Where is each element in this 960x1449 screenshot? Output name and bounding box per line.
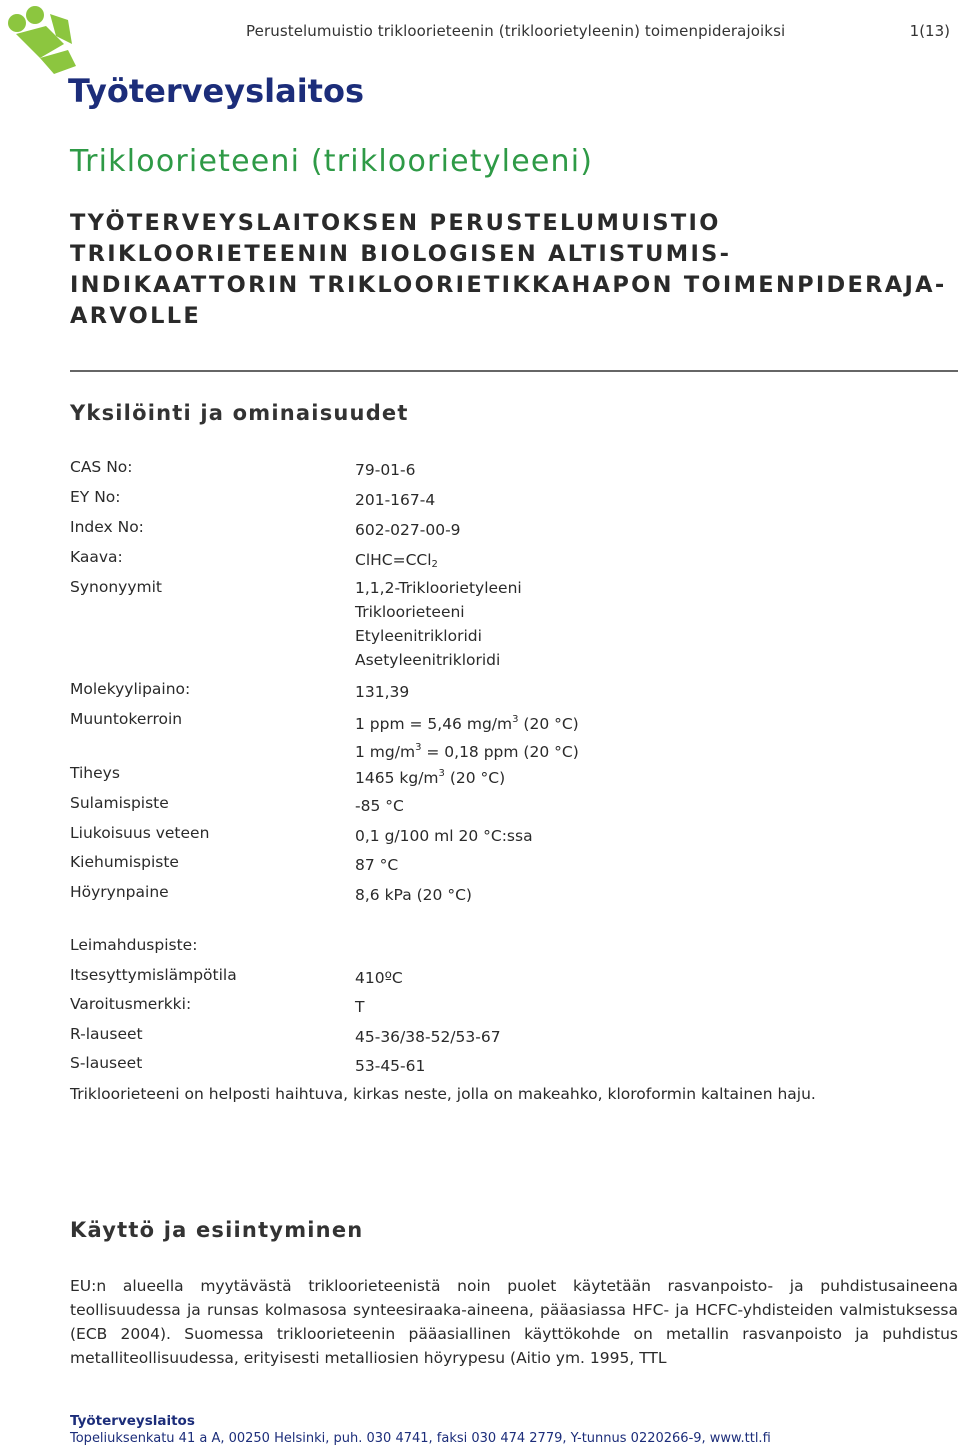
synonyms-list <box>355 576 522 672</box>
substance-description: Trikloorieteeni on helposti haihtuva, kirkas neste, jolla on makeahko, kloroformin kaltainen haju. <box>70 1085 816 1103</box>
cas-value: 79-01-6 <box>355 461 416 479</box>
autoignition-label: Itsesyttymislämpötila <box>70 966 237 984</box>
index-label: Index No: <box>70 518 144 536</box>
footer-organization: Työterveyslaitos <box>70 1413 195 1429</box>
synonym-item: Asetyleenitrikloridi <box>355 651 501 669</box>
synonym-item: Trikloorieteeni <box>355 603 465 621</box>
r-phrases-label: R-lauseet <box>70 1025 143 1043</box>
formula-label: Kaava: <box>70 548 123 566</box>
section-heading-identification: Yksilöinti ja ominaisuudet <box>70 401 409 425</box>
warning-value: T <box>355 998 365 1016</box>
title-divider <box>70 370 958 372</box>
synonyms-label: Synonyymit <box>70 578 162 596</box>
s-phrases-value: 53-45-61 <box>355 1057 426 1075</box>
solubility-label: Liukoisuus veteen <box>70 824 210 842</box>
density-value: 1465 $kg/m^3$ (20 °C) <box>355 768 506 787</box>
document-title: Trikloorieteeni (trikloorietyleeni) <box>70 144 594 179</box>
s-phrases-label: S-lauseet <box>70 1054 143 1072</box>
mw-value: 131,39 <box>355 683 410 701</box>
synonym-item: Etyleenitrikloridi <box>355 627 482 645</box>
ey-label: EY No: <box>70 488 121 506</box>
page-number: 1(13) <box>909 22 950 40</box>
ey-value: 201-167-4 <box>355 491 436 509</box>
conversion-label: Muuntokerroin <box>70 710 183 728</box>
boiling-point-label: Kiehumispiste <box>70 853 179 871</box>
density-label: Tiheys <box>70 764 120 782</box>
autoignition-value: 410ºC <box>355 969 403 987</box>
r-phrases-value: 45-36/38-52/53-67 <box>355 1028 501 1046</box>
melting-point-label: Sulamispiste <box>70 794 169 812</box>
vapour-pressure-label: Höyrynpaine <box>70 883 169 901</box>
ttl-logo <box>6 4 364 114</box>
conversion-values <box>355 708 579 764</box>
melting-point-value: -85 °C <box>355 797 404 815</box>
ttl-logo-icon <box>6 4 364 114</box>
formula-value: ClHC=CCl$_2$ <box>355 551 438 570</box>
vapour-pressure-value: 8,6 kPa (20 °C) <box>355 886 472 904</box>
solubility-value: 0,1 g/100 ml 20 °C:ssa <box>355 827 533 845</box>
header-document-title: Perustelumuistio trikloorieteenin (trikloorietyleenin) toimenpiderajoiksi <box>246 22 786 40</box>
document-subtitle: TYÖTERVEYSLAITOKSEN PERUSTELUMUISTIO TRIKLOORIETEENIN BIOLOGISEN ALTISTUMIS-INDIKAATTORIN TRIKLOORIETIKKAHAPON TOIMENPIDERAJA-ARVOLLE <box>70 210 947 329</box>
synonym-item: 1,1,2-Trikloorietyleeni <box>355 579 522 597</box>
footer-address: Topeliuksenkatu 41 a A, 00250 Helsinki, puh. 030 4741, faksi 030 474 2779, Y-tunnus 0220266-9, www.ttl.fi <box>70 1431 771 1446</box>
svg-text:Työterveyslaitos: Työterveyslaitos <box>68 72 364 110</box>
conversion-line-1: 1 ppm = 5,46 $mg/m^3$ (20 °C) <box>355 714 579 733</box>
warning-label: Varoitusmerkki: <box>70 995 192 1013</box>
conversion-line-2: 1 $mg/m^3 = 0,18$ ppm (20 °C) <box>355 742 579 761</box>
cas-label: CAS No: <box>70 458 133 476</box>
section-heading-use: Käyttö ja esiintyminen <box>70 1218 364 1242</box>
mw-label: Molekyylipaino: <box>70 680 191 698</box>
index-value: 602-027-00-9 <box>355 521 461 539</box>
flash-point-label: Leimahduspiste: <box>70 936 198 954</box>
boiling-point-value: 87 °C <box>355 856 399 874</box>
use-paragraph: EU:n alueella myytävästä trikloorieteenistä noin puolet käytetään rasvanpoisto- ja puhdistusaineena teollisuudessa ja runsas kolmasosa synteesiraaka-aineena, pääasiassa HFC- ja HCFC-yhdisteiden valmistuksessa (ECB 2004). Suomessa trikloorieteenin pääasiallinen käyttökohde on metallin rasvanpoisto ja puhdistus metalliteollisuudessa, erityisesti metalliosien höyrypesu (Aitio ym. 1995, TTL <box>70 1277 958 1367</box>
